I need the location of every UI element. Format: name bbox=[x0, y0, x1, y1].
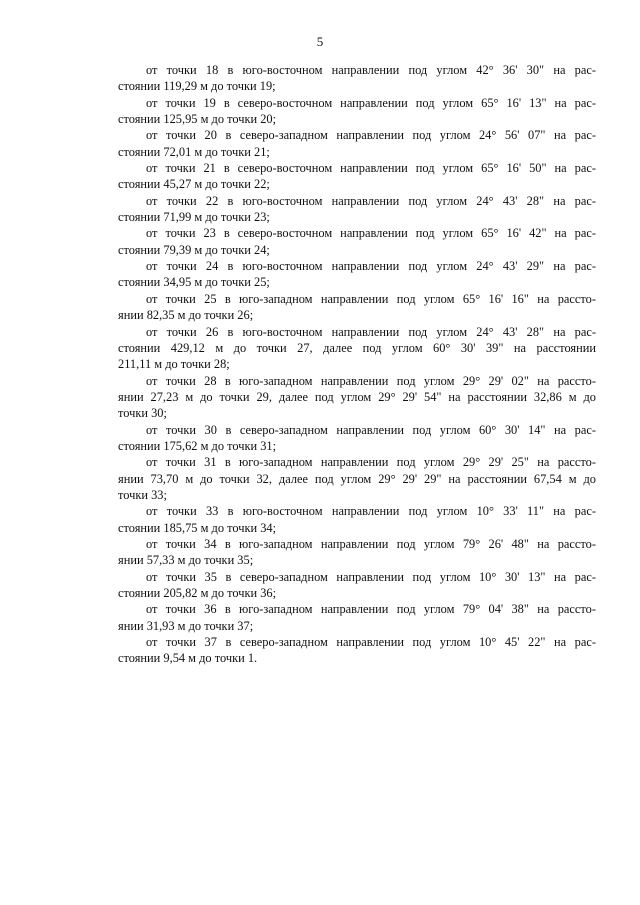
paragraph-line: янии 73,70 м до точки 32, далее под углом 29° 29' 29" на расстоянии 67,54 м до bbox=[118, 471, 596, 486]
paragraph-line: стоянии 79,39 м до точки 24; bbox=[118, 242, 270, 257]
boundary-paragraph bbox=[118, 291, 596, 324]
paragraph-line: стоянии 9,54 м до точки 1. bbox=[118, 651, 258, 666]
boundary-paragraph bbox=[118, 454, 596, 503]
paragraph-line: точки 33; bbox=[118, 487, 167, 502]
paragraph-line: от точки 24 в юго-восточном направлении под углом 24° 43' 29" на рас- bbox=[146, 259, 596, 274]
paragraph-line: точки 30; bbox=[118, 406, 167, 421]
boundary-paragraph bbox=[118, 127, 596, 160]
paragraph-line: стоянии 429,12 м до точки 27, далее под углом 60° 30' 39" на расстоянии bbox=[118, 340, 596, 355]
paragraph-line: от точки 23 в северо-восточном направлении под углом 65° 16' 42" на рас- bbox=[146, 226, 596, 241]
paragraph-line: от точки 22 в юго-восточном направлении под углом 24° 43' 28" на рас- bbox=[146, 193, 596, 208]
boundary-paragraph bbox=[118, 422, 596, 455]
paragraph-line: стоянии 34,95 м до точки 25; bbox=[118, 275, 270, 290]
paragraph-line: от точки 36 в юго-западном направлении под углом 79° 04' 38" на рассто- bbox=[146, 602, 596, 617]
paragraph-line: стоянии 205,82 м до точки 36; bbox=[118, 586, 277, 600]
boundary-paragraph bbox=[118, 503, 596, 536]
page-number: 5 bbox=[316, 34, 324, 49]
paragraph-line: от точки 35 в северо-западном направлении под углом 10° 30' 13" на рас- bbox=[146, 569, 596, 584]
paragraph-line: янии 57,33 м до точки 35; bbox=[118, 553, 254, 568]
paragraph-line: от точки 30 в северо-западном направлении под углом 60° 30' 14" на рас- bbox=[146, 422, 596, 437]
paragraph-line: стоянии 72,01 м до точки 21; bbox=[118, 144, 270, 159]
paragraph-line: от точки 25 в юго-западном направлении под углом 65° 16' 16" на рассто- bbox=[146, 291, 596, 306]
paragraph-line: стоянии 71,99 м до точки 23; bbox=[118, 210, 270, 225]
boundary-paragraph bbox=[118, 160, 596, 193]
paragraph-line: от точки 26 в юго-восточном направлении под углом 24° 43' 28" на рас- bbox=[146, 324, 596, 339]
paragraph-line: от точки 19 в северо-восточном направлении под углом 65° 16' 13" на рас- bbox=[146, 95, 596, 110]
paragraph-line: от точки 33 в юго-восточном направлении под углом 10° 33' 11" на рас- bbox=[146, 504, 596, 519]
boundary-paragraph bbox=[118, 373, 596, 422]
paragraph-line: от точки 18 в юго-восточном направлении под углом 42° 36' 30" на рас- bbox=[146, 63, 596, 77]
document-body bbox=[118, 62, 596, 667]
paragraph-line: стоянии 175,62 м до точки 31; bbox=[118, 438, 277, 453]
paragraph-line: стоянии 125,95 м до точки 20; bbox=[118, 112, 277, 127]
boundary-paragraph bbox=[118, 536, 596, 569]
paragraph-line: 211,11 м до точки 28; bbox=[118, 357, 230, 372]
paragraph-line: стоянии 119,29 м до точки 19; bbox=[118, 79, 276, 94]
paragraph-line: от точки 28 в юго-западном направлении под углом 29° 29' 02" на рассто- bbox=[146, 373, 596, 388]
boundary-paragraph bbox=[118, 258, 596, 291]
boundary-paragraph bbox=[118, 324, 596, 373]
paragraph-line: янии 27,23 м до точки 29, далее под углом 29° 29' 54" на расстоянии 32,86 м до bbox=[118, 389, 596, 404]
paragraph-line: от точки 20 в северо-западном направлении под углом 24° 56' 07" на рас- bbox=[146, 128, 596, 143]
paragraph-line: от точки 31 в юго-западном направлении под углом 29° 29' 25" на рассто- bbox=[146, 455, 596, 470]
paragraph-line: стоянии 185,75 м до точки 34; bbox=[118, 520, 277, 535]
paragraph-line: от точки 34 в юго-западном направлении под углом 79° 26' 48" на рассто- bbox=[146, 536, 596, 551]
boundary-paragraph bbox=[118, 95, 596, 128]
paragraph-line: стоянии 45,27 м до точки 22; bbox=[118, 177, 270, 192]
boundary-paragraph bbox=[118, 62, 596, 95]
boundary-paragraph bbox=[118, 569, 596, 602]
paragraph-line: от точки 21 в северо-восточном направлении под углом 65° 16' 50" на рас- bbox=[146, 161, 596, 176]
boundary-paragraph bbox=[118, 193, 596, 226]
boundary-paragraph bbox=[118, 225, 596, 258]
boundary-paragraph bbox=[118, 634, 596, 667]
paragraph-line: от точки 37 в северо-западном направлении под углом 10° 45' 22" на рас- bbox=[146, 635, 596, 650]
paragraph-line: янии 82,35 м до точки 26; bbox=[118, 308, 254, 323]
paragraph-line: янии 31,93 м до точки 37; bbox=[118, 618, 254, 633]
boundary-paragraph bbox=[118, 601, 596, 634]
